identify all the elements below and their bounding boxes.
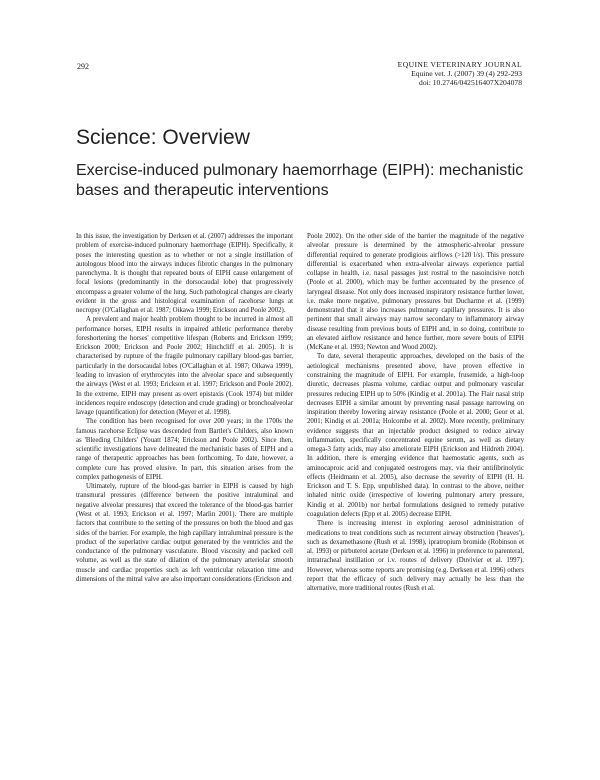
doi: doi: 10.2746/042516407X204078 (419, 78, 522, 87)
body-paragraph: To date, several therapeutic approaches, developed on the basis of the aetiological mechanisms presented above, have proven effective in constraining the magnitude of EIPH. For example, frusemide, a high-loop diuretic, decreases plasma volume, cardiac output and pulmonary vascular pressures reducing EIPH up to 50% (Kindig et al. 2001a). The Flair nasal strip decreases EIPH a similar amount by preventing nasal passage narrowing on inspiration thereby lowering airway resistance (Poole et al. 2000; Geor et al. 2001; Kindig et al. 2001a; Holcombe et al. 2002). More recently, preliminary evidence suggests that an injectable product designed to reduce airway inflammation, specifically concentrated equine serum, as well as dietary omega-3 fatty acids, may also ameliorate EIPH (Erickson and Hildreth 2004). In addition, there is emerging evidence that haemostatic agents, such as aminocaproic acid and conjugated oestrogens may, via their antifibrinolytic effects (Heidmann et al. 2005), also decrease the severity of EIPH (H. H. Erickson and T. S. Epp, unpublished data). In contrast to the above, neither inhaled nitric oxide (irrespective of lowering pulmonary artery pressure, Kindig et al. 2001b) nor herbal formulations designed to remedy putative coagulation defects (Epp et al. 2005) decrease EIPH. (307, 353, 524, 518)
journal-name: EQUINE VETERINARY JOURNAL (397, 60, 522, 69)
body-paragraph: In this issue, the investigation by Derksen et al. (2007) addresses the important problem of exercise-induced pulmonary haemorrhage (EIPH). Specifically, it poses the interesting question as to whether or not a single instillation of autologous blood into the airways induces fibrotic changes in the pulmonary parenchyma. It is thought that repeated bouts of EIPH cause enlargement of focal lesions (predominantly in the dorsocaudal lobe) that progressively encompass a greater volume of the lung. Such pathological changes are clearly evident in the gross and histological examination of racehorse lungs at necropsy (O'Callaghan et al. 1987; Oikawa 1999; Erickson and Poole 2002). (76, 233, 293, 315)
body-paragraph: Poole 2002). On the other side of the barrier the magnitude of the negative alveolar pressure is determined by the atmospheric-alveolar pressure differential required to generate prodigious airflows (>120 l/s). This pressure differential is exacerbated when extra-alveolar airways experience partial collapse in health, i.e. nasal passages just rostral to the nasoincisive notch (Poole et al. 2000), which may be further accentuated by the presence of laryngeal disease. Not only does increased inspiratory resistance further lower, i.e. make more negative, pulmonary pressures but Ducharme et al. (1999) demonstrated that it also increases pulmonary capillary pressures. It is also pertinent that small airways may narrow secondary to inflammatory airway disease resulting from previous bouts of EIPH and, in so doing, contribute to an elevated airflow resistance and hence further, more severe bouts of EIPH (McKane et al. 1993; Newton and Wood 2002). (307, 233, 524, 352)
section-title: Science: Overview (76, 126, 250, 149)
body-column-left (76, 232, 293, 584)
page-number: 292 (77, 62, 89, 71)
body-paragraph: The condition has been recognised for over 200 years; in the 1700s the famous racehorse Eclipse was descended from Bartlet's Childers, also known as 'Bleeding Childers' (Youatt 1874; Erickson and Poole 2002). Since then, scientific investigations have delineated the mechanistic bases of EIPH and a range of therapeutic approaches has been forthcoming. To date, however, a complete cure has proved elusive. In part, this situation arises from the complex pathogenesis of EIPH. (76, 418, 293, 481)
body-paragraph: There is increasing interest in exploring aerosol administration of medications to treat conditions such as recurrent airway obstruction ('heaves'), such as dexamethasone (Rush et al. 1998), ipratropium bromide (Robinson et al. 1993) or pirbuterol acetate (Derksen et al. 1996) in preference to parenteral, intratracheal instillation or i.v. routes of delivery (Duvivier et al. 1997). However, whereas some reports are promising (e.g. Derksen et al. 1996) others report that the efficacy of such delivery may actually be less than the alternative, more traditional routes (Rush et al. (307, 520, 524, 593)
article-title: Exercise-induced pulmonary haemorrhage (EIPH): mechanistic bases and therapeutic interventions (76, 162, 524, 199)
journal-citation: Equine vet. J. (2007) 39 (4) 292-293 (411, 69, 522, 78)
body-paragraph: A prevalent and major health problem thought to be incurred in almost all performance horses, EIPH results in impaired athletic performance thereby foreshortening the horses' competitive lifespan (Roberts and Erickson 1999; Erickson 2000; Erickson and Poole 2002; Hinchcliff et al. 2005). It is characterised by rupture of the fragile pulmonary capillary blood-gas barrier, particularly in the dorsocaudal lobes (O'Callaghan et al. 1987; Oikawa 1999), leading to invasion of erythrocytes into the alveolar space and subsequently the airways (West et al. 1993; Erickson et al. 1997; Erickson and Poole 2002). In the extreme, EIPH may present as overt epistaxis (Cook 1974) but milder incidences require endoscopy (detection and crude grading) or bronchoalveolar lavage (quantification) for detection (Meyer et al. 1998). (76, 316, 294, 417)
journal-header (398, 60, 522, 87)
body-column-right (307, 232, 524, 593)
body-paragraph: Ultimately, rupture of the blood-gas barrier in EIPH is caused by high transmural pressures (difference between the positive intraluminal and negative alveolar pressures) that exceed the tolerance of the blood-gas barrier (West et al. 1993; Erickson et al. 1997; Marlin 2001). There are multiple factors that contribute to the setting of the pressures on both the blood and gas sides of the barrier. For example, the high capillary intraluminal pressure is the product of the superlative cardiac output generated by the ventricles and the conductance of the pulmonary vasculature. Blood viscosity and packed cell volume, as well as the state of dilation of the pulmonary arteriolar smooth muscle and cardiac properties such as left ventricular relaxation time and dimensions of the mitral valve are also important considerations (Erickson and (76, 483, 293, 583)
